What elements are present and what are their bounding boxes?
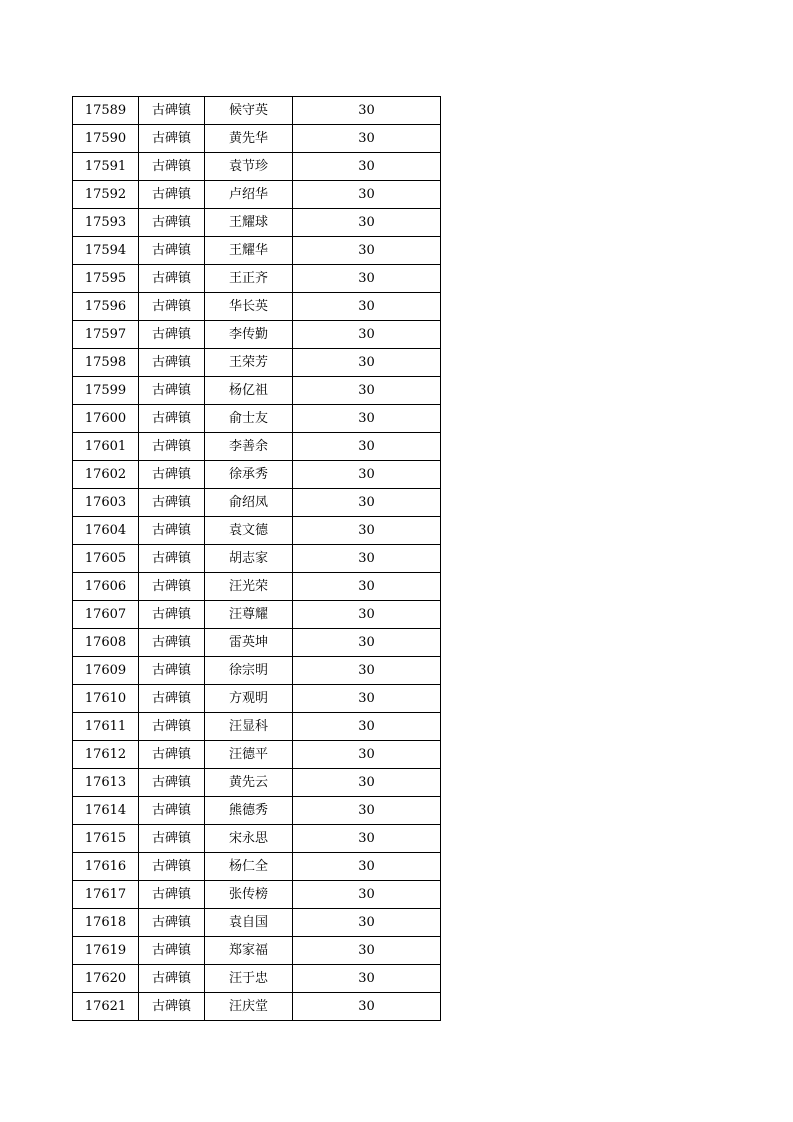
cell-name: 郑家福: [205, 937, 293, 965]
cell-name: 卢绍华: [205, 181, 293, 209]
cell-town: 古碑镇: [139, 741, 205, 769]
cell-amount: 30: [293, 321, 441, 349]
table-row: [73, 657, 441, 685]
cell-name: 张传榜: [205, 881, 293, 909]
cell-amount: 30: [293, 685, 441, 713]
table-row: [73, 881, 441, 909]
cell-id: 17596: [73, 293, 139, 321]
table-row: [73, 461, 441, 489]
cell-name: 汪显科: [205, 713, 293, 741]
cell-amount: 30: [293, 937, 441, 965]
table-row: [73, 825, 441, 853]
cell-town: 古碑镇: [139, 853, 205, 881]
cell-town: 古碑镇: [139, 629, 205, 657]
cell-name: 胡志家: [205, 545, 293, 573]
table-row: [73, 293, 441, 321]
cell-id: 17621: [73, 993, 139, 1021]
cell-amount: 30: [293, 461, 441, 489]
cell-id: 17589: [73, 97, 139, 125]
cell-name: 杨仁全: [205, 853, 293, 881]
cell-name: 袁文德: [205, 517, 293, 545]
cell-name: 黄先云: [205, 769, 293, 797]
cell-town: 古碑镇: [139, 265, 205, 293]
cell-id: 17618: [73, 909, 139, 937]
table-row: [73, 629, 441, 657]
cell-name: 李善余: [205, 433, 293, 461]
cell-id: 17615: [73, 825, 139, 853]
cell-name: 黄先华: [205, 125, 293, 153]
table-row: [73, 573, 441, 601]
cell-town: 古碑镇: [139, 97, 205, 125]
cell-town: 古碑镇: [139, 965, 205, 993]
table-row: [73, 321, 441, 349]
cell-id: 17595: [73, 265, 139, 293]
cell-name: 徐宗明: [205, 657, 293, 685]
cell-name: 汪庆堂: [205, 993, 293, 1021]
cell-town: 古碑镇: [139, 657, 205, 685]
cell-id: 17616: [73, 853, 139, 881]
cell-amount: 30: [293, 825, 441, 853]
table-row: [73, 797, 441, 825]
cell-id: 17591: [73, 153, 139, 181]
cell-id: 17593: [73, 209, 139, 237]
cell-name: 汪尊耀: [205, 601, 293, 629]
cell-town: 古碑镇: [139, 601, 205, 629]
table-row: [73, 853, 441, 881]
cell-amount: 30: [293, 601, 441, 629]
cell-id: 17590: [73, 125, 139, 153]
cell-name: 杨亿祖: [205, 377, 293, 405]
cell-town: 古碑镇: [139, 181, 205, 209]
table-row: [73, 965, 441, 993]
cell-id: 17612: [73, 741, 139, 769]
cell-id: 17608: [73, 629, 139, 657]
cell-amount: 30: [293, 237, 441, 265]
cell-id: 17599: [73, 377, 139, 405]
cell-id: 17604: [73, 517, 139, 545]
cell-id: 17613: [73, 769, 139, 797]
cell-id: 17598: [73, 349, 139, 377]
table-row: [73, 97, 441, 125]
cell-amount: 30: [293, 517, 441, 545]
cell-name: 汪于忠: [205, 965, 293, 993]
cell-amount: 30: [293, 573, 441, 601]
cell-town: 古碑镇: [139, 993, 205, 1021]
cell-amount: 30: [293, 489, 441, 517]
cell-amount: 30: [293, 405, 441, 433]
cell-id: 17594: [73, 237, 139, 265]
cell-id: 17611: [73, 713, 139, 741]
table-row: [73, 181, 441, 209]
cell-amount: 30: [293, 377, 441, 405]
cell-name: 雷英坤: [205, 629, 293, 657]
cell-amount: 30: [293, 797, 441, 825]
cell-town: 古碑镇: [139, 349, 205, 377]
cell-name: 方观明: [205, 685, 293, 713]
cell-name: 俞绍凤: [205, 489, 293, 517]
cell-town: 古碑镇: [139, 517, 205, 545]
cell-town: 古碑镇: [139, 237, 205, 265]
cell-id: 17605: [73, 545, 139, 573]
cell-town: 古碑镇: [139, 153, 205, 181]
cell-town: 古碑镇: [139, 937, 205, 965]
cell-id: 17603: [73, 489, 139, 517]
cell-name: 王耀球: [205, 209, 293, 237]
cell-id: 17606: [73, 573, 139, 601]
cell-amount: 30: [293, 965, 441, 993]
cell-id: 17610: [73, 685, 139, 713]
cell-town: 古碑镇: [139, 909, 205, 937]
cell-name: 候守英: [205, 97, 293, 125]
cell-town: 古碑镇: [139, 881, 205, 909]
cell-amount: 30: [293, 293, 441, 321]
cell-town: 古碑镇: [139, 825, 205, 853]
cell-id: 17619: [73, 937, 139, 965]
table-row: [73, 125, 441, 153]
cell-amount: 30: [293, 713, 441, 741]
cell-id: 17609: [73, 657, 139, 685]
cell-town: 古碑镇: [139, 685, 205, 713]
table-row: [73, 937, 441, 965]
table-row: [73, 153, 441, 181]
cell-amount: 30: [293, 97, 441, 125]
cell-id: 17617: [73, 881, 139, 909]
cell-name: 华长英: [205, 293, 293, 321]
cell-amount: 30: [293, 881, 441, 909]
cell-amount: 30: [293, 433, 441, 461]
cell-name: 俞士友: [205, 405, 293, 433]
cell-id: 17597: [73, 321, 139, 349]
data-table: [72, 96, 441, 1021]
cell-town: 古碑镇: [139, 433, 205, 461]
cell-name: 宋永思: [205, 825, 293, 853]
table-row: [73, 377, 441, 405]
cell-name: 李传勤: [205, 321, 293, 349]
cell-town: 古碑镇: [139, 713, 205, 741]
cell-amount: 30: [293, 741, 441, 769]
cell-name: 汪德平: [205, 741, 293, 769]
cell-name: 熊德秀: [205, 797, 293, 825]
cell-id: 17607: [73, 601, 139, 629]
cell-town: 古碑镇: [139, 293, 205, 321]
table-row: [73, 209, 441, 237]
cell-town: 古碑镇: [139, 545, 205, 573]
table-row: [73, 545, 441, 573]
table-row: [73, 909, 441, 937]
cell-id: 17602: [73, 461, 139, 489]
table-row: [73, 601, 441, 629]
cell-name: 王正齐: [205, 265, 293, 293]
cell-name: 徐承秀: [205, 461, 293, 489]
cell-id: 17592: [73, 181, 139, 209]
cell-id: 17601: [73, 433, 139, 461]
cell-amount: 30: [293, 265, 441, 293]
table-row: [73, 405, 441, 433]
table-row: [73, 993, 441, 1021]
cell-amount: 30: [293, 629, 441, 657]
cell-town: 古碑镇: [139, 405, 205, 433]
cell-name: 汪光荣: [205, 573, 293, 601]
cell-town: 古碑镇: [139, 769, 205, 797]
cell-amount: 30: [293, 993, 441, 1021]
cell-amount: 30: [293, 125, 441, 153]
table-row: [73, 769, 441, 797]
cell-id: 17600: [73, 405, 139, 433]
table-row: [73, 517, 441, 545]
table-body: [73, 97, 441, 1021]
cell-name: 袁自国: [205, 909, 293, 937]
table-row: [73, 713, 441, 741]
cell-amount: 30: [293, 349, 441, 377]
cell-name: 王荣芳: [205, 349, 293, 377]
cell-amount: 30: [293, 909, 441, 937]
cell-town: 古碑镇: [139, 377, 205, 405]
table-row: [73, 433, 441, 461]
table-row: [73, 685, 441, 713]
table-row: [73, 349, 441, 377]
cell-town: 古碑镇: [139, 125, 205, 153]
table-row: [73, 237, 441, 265]
cell-amount: 30: [293, 209, 441, 237]
cell-amount: 30: [293, 545, 441, 573]
cell-town: 古碑镇: [139, 489, 205, 517]
table-row: [73, 489, 441, 517]
table-row: [73, 265, 441, 293]
cell-id: 17620: [73, 965, 139, 993]
cell-amount: 30: [293, 153, 441, 181]
cell-name: 袁节珍: [205, 153, 293, 181]
cell-name: 王耀华: [205, 237, 293, 265]
cell-town: 古碑镇: [139, 797, 205, 825]
cell-town: 古碑镇: [139, 461, 205, 489]
cell-town: 古碑镇: [139, 573, 205, 601]
cell-town: 古碑镇: [139, 321, 205, 349]
cell-town: 古碑镇: [139, 209, 205, 237]
cell-amount: 30: [293, 769, 441, 797]
cell-amount: 30: [293, 657, 441, 685]
cell-amount: 30: [293, 181, 441, 209]
table-row: [73, 741, 441, 769]
cell-id: 17614: [73, 797, 139, 825]
cell-amount: 30: [293, 853, 441, 881]
